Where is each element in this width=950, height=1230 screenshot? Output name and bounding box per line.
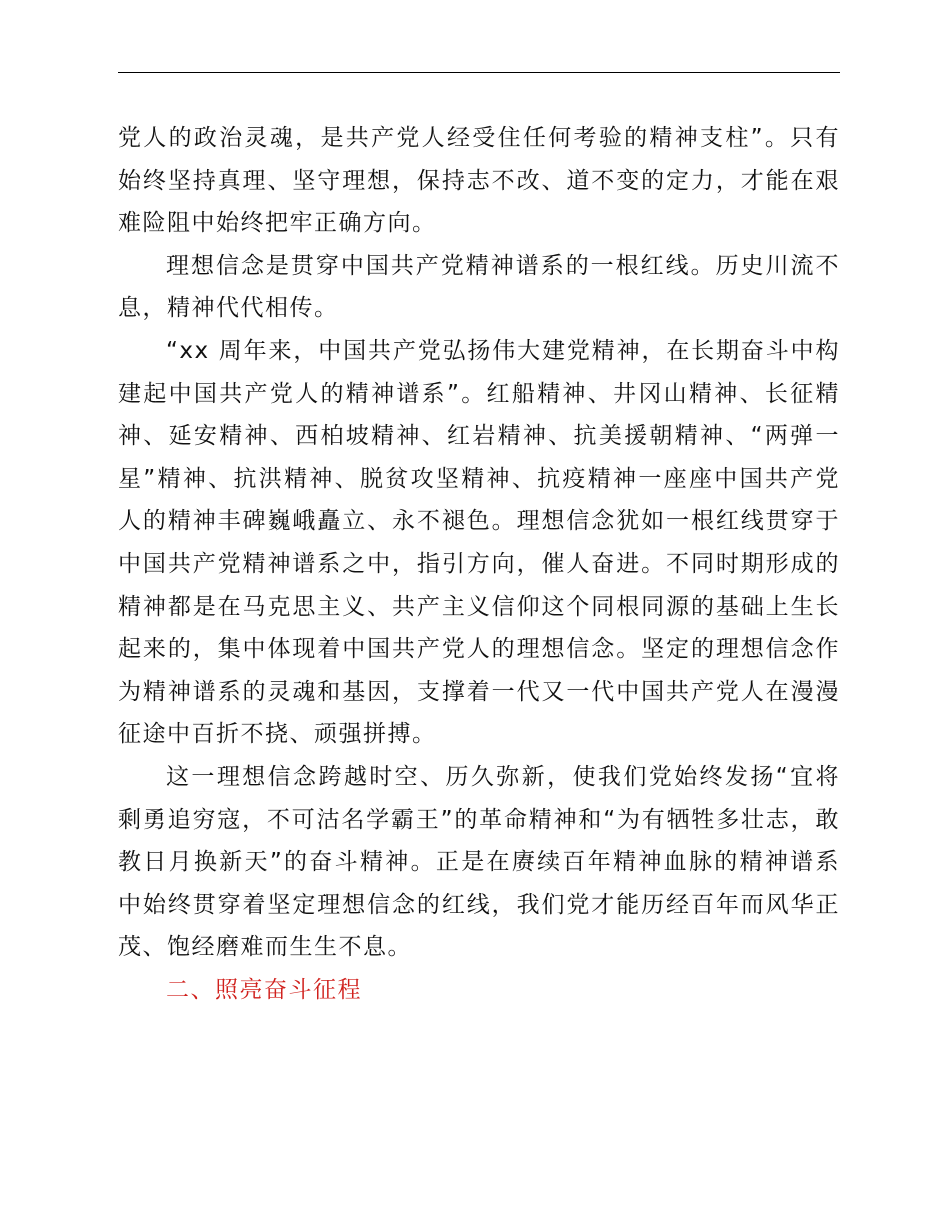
- document-body: [118, 117, 840, 1011]
- paragraph-4: 这一理想信念跨越时空、历久弥新，使我们党始终发扬“宜将剩勇追穷寇，不可沽名学霸王”的革命精神和“为有牺牲多壮志，敢教日月换新天”的奋斗精神。正是在赓续百年精神血脉的精神谱系中始终贯穿着坚定理想信念的红线，我们党才能历经百年而风华正茂、饱经磨难而生生不息。: [118, 763, 840, 961]
- header-rule: [118, 72, 840, 73]
- paragraph-3: “xx 周年来，中国共产党弘扬伟大建党精神，在长期奋斗中构建起中国共产党人的精神谱系”。红船精神、井冈山精神、长征精神、延安精神、西柏坡精神、红岩精神、抗美援朝精神、“两弹一星”精神、抗洪精神、脱贫攻坚精神、抗疫精神一座座中国共产党人的精神丰碑巍峨矗立、永不褪色。理想信念犹如一根红线贯穿于中国共产党精神谱系之中，指引方向，催人奋进。不同时期形成的精神都是在马克思主义、共产主义信仰这个同根同源的基础上生长起来的，集中体现着中国共产党人的理想信念。坚定的理想信念作为精神谱系的灵魂和基因，支撑着一代又一代中国共产党人在漫漫征途中百折不挠、顽强拼搏。: [118, 337, 840, 748]
- section-heading: 二、照亮奋斗征程: [166, 976, 362, 1003]
- paragraph-1: 党人的政治灵魂，是共产党人经受住任何考验的精神支柱”。只有始终坚持真理、坚守理想，保持志不改、道不变的定力，才能在艰难险阻中始终把牢正确方向。: [118, 125, 840, 237]
- paragraph-2: 理想信念是贯穿中国共产党精神谱系的一根红线。历史川流不息，精神代代相传。: [118, 252, 840, 322]
